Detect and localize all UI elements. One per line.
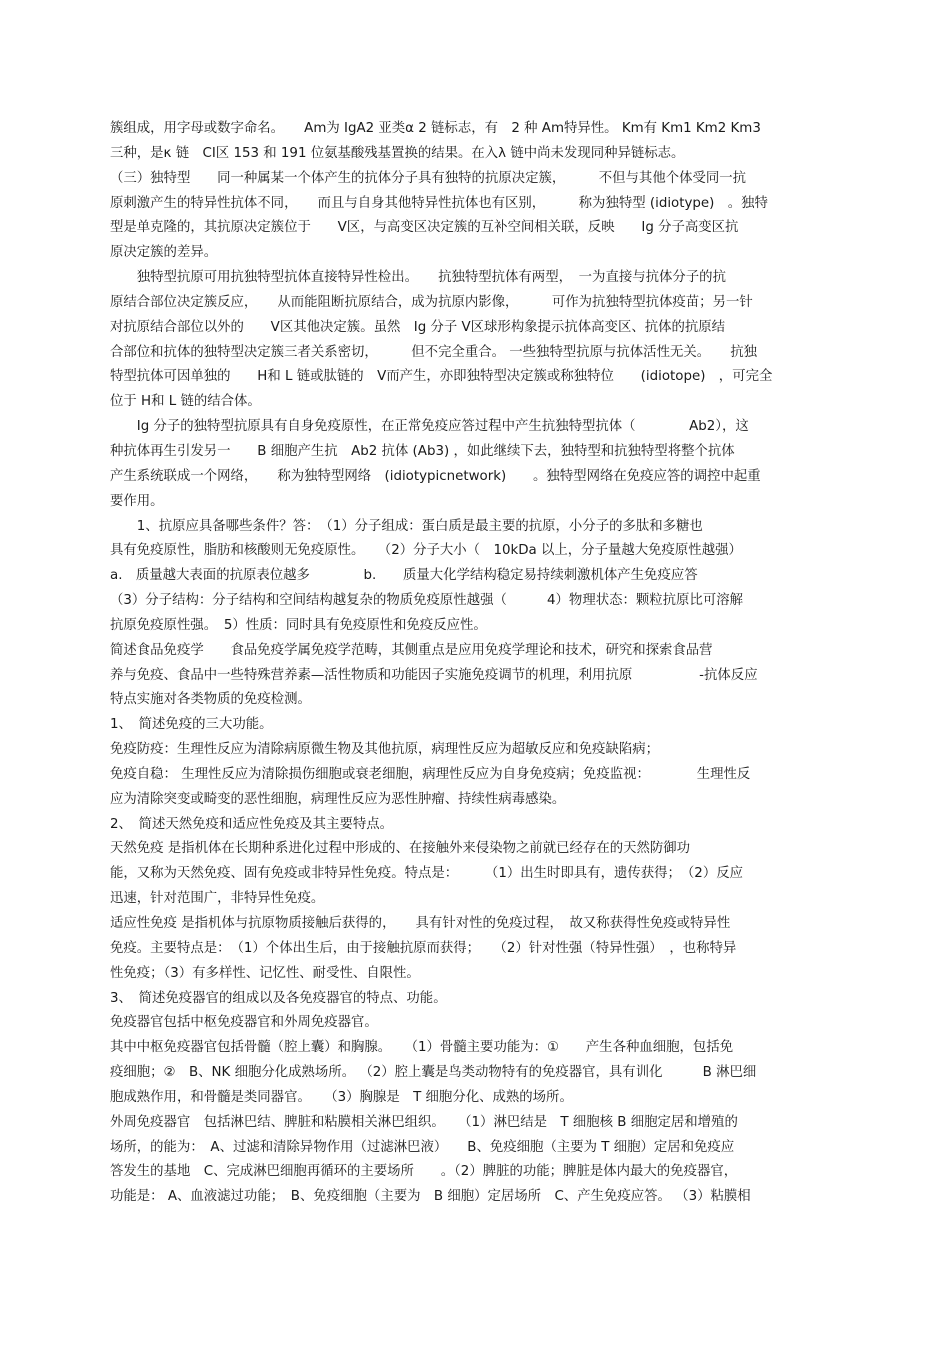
text-line: 应为清除突变或畸变的恶性细胞，病理性反应为恶性肿瘤、持续性病毒感染。 <box>110 791 566 807</box>
text-line: a. 质量越大表面的抗原表位越多 b. 质量大化学结构稳定易持续刺激机体产生免疫应答 <box>110 568 698 584</box>
text-line: 天然免疫 是指机体在长期种系进化过程中形成的、在接触外来侵染物之前就已经存在的天然防御功 <box>110 841 691 857</box>
text-line: 特点实施对各类物质的免疫检测。 <box>110 692 311 708</box>
text-line: 种抗体再生引发另一 B 细胞产生抗 Ab2 抗体 (Ab3) ，如此继续下去，独特型和抗独特型将整个抗体 <box>110 443 735 459</box>
text-line: 疫细胞；② B、NK 细胞分化成熟场所。 （2）腔上囊是鸟类动物特有的免疫器官，具有训化 B 淋巴细 <box>110 1065 757 1081</box>
text-line: 独特型抗原可用抗独特型抗体直接特异性检出。 抗独特型抗体有两型， 一为直接与抗体分子的抗 <box>110 270 726 286</box>
text-line: 1、 简述免疫的三大功能。 <box>110 717 273 733</box>
text-line: 迅速，针对范围广，非特异性免疫。 <box>110 891 325 907</box>
text-line: 产生系统联成一个网络， 称为独特型网络 (idiotypicnetwork) 。独特型网络在免疫应答的调控中起重 <box>110 468 761 484</box>
text-line: 三种，是κ 链 CΙ区 153 和 191 位氨基酸残基置换的结果。在入λ 链中尚未发现同种异链标志。 <box>110 145 685 161</box>
text-line: 答发生的基地 C、完成淋巴细胞再循环的主要场所 。（2）脾脏的功能；脾脏是体内最大的免疫器官， <box>110 1164 738 1180</box>
text-line: 合部位和抗体的独特型决定簇三者关系密切， 但不完全重合。 一些独特型抗原与抗体活性无关。 抗独 <box>110 344 757 360</box>
text-line: （三）独特型 同一种属某一个体产生的抗体分子具有独特的抗原决定簇， 不但与其他个体受同一抗 <box>110 170 747 186</box>
text-line: 位于 H和 L 链的结合体。 <box>110 394 261 410</box>
text-line: 功能是： A、血液滤过功能； B、免疫细胞（主要为 B 细胞）定居场所 C、产生免疫应答。 （3）粘膜相 <box>110 1189 751 1205</box>
document-body <box>110 117 845 1210</box>
text-line: （3）分子结构：分子结构和空间结构越复杂的物质免疫原性越强（ 4）物理状态：颗粒抗原比可溶解 <box>110 593 744 609</box>
text-line: 1、抗原应具备哪些条件？答： （1）分子组成：蛋白质是最主要的抗原，小分子的多肽和多糖也 <box>110 518 703 534</box>
text-line: 原结合部位决定簇反应， 从而能阻断抗原结合，成为抗原内影像， 可作为抗独特型抗体疫苗；另一针 <box>110 294 753 310</box>
text-line: 适应性免疫 是指机体与抗原物质接触后获得的， 具有针对性的免疫过程， 故又称获得性免疫或特异性 <box>110 916 731 931</box>
text-line: 抗原免疫原性强。 5）性质：同时具有免疫原性和免疫反应性。 <box>110 617 487 633</box>
text-line: 免疫。主要特点是： （1）个体出生后，由于接触抗原而获得； （2）针对性强（特异性强） ，也称特异 <box>110 940 737 956</box>
text-line: 场所，的能为： A、过滤和清除异物作用（过滤淋巴液） B、免疫细胞（主要为 T 细胞）定居和免疫应 <box>110 1139 735 1155</box>
text-line: 养与免疫、食品中一些特殊营养素—活性物质和功能因子实施免疫调节的机理，利用抗原 -抗体反应 <box>110 667 758 683</box>
text-line: 对抗原结合部位以外的 V区其他决定簇。虽然 Ig 分子 V区球形构象提示抗体高变区、抗体的抗原结 <box>110 319 726 335</box>
text-line: 3、 简述免疫器官的组成以及各免疫器官的特点、功能。 <box>110 990 447 1006</box>
text-line: 胞成熟作用，和骨髓是类同器官。 （3）胸腺是 T 细胞分化、成熟的场所。 <box>110 1089 573 1105</box>
text-line: 原刺激产生的特异性抗体不同， 而且与自身其他特异性抗体也有区别， 称为独特型 (idiotype) 。独特 <box>110 195 768 211</box>
text-line: Ig 分子的独特型抗原具有自身免疫原性，在正常免疫应答过程中产生抗独特型抗体（ Ab2），这 <box>110 419 749 435</box>
text-line: 其中中枢免疫器官包括骨髓（腔上囊）和胸腺。 （1）骨髓主要功能为：① 产生各种血细胞，包括免 <box>110 1040 734 1056</box>
text-line: 具有免疫原性，脂肪和核酸则无免疫原性。 （2）分子大小（ 10kDa 以上，分子量越大免疫原性越强） <box>110 543 742 559</box>
text-line: 免疫自稳： 生理性反应为清除损伤细胞或衰老细胞，病理性反应为自身免疫病；免疫监视： 生理性反 <box>110 766 751 782</box>
text-line: 原决定簇的差异。 <box>110 245 218 261</box>
text-line: 簇组成，用字母或数字命名。 Am为 IgA2 亚类α 2 链标志，有 2 种 Am特异性。 Km有 Km1 Km2 Km3 <box>110 121 761 136</box>
text-line: 免疫器官包括中枢免疫器官和外周免疫器官。 <box>110 1015 378 1031</box>
text-line: 性免疫；（3）有多样性、记忆性、耐受性、自限性。 <box>110 965 420 981</box>
text-line: 能，又称为天然免疫、固有免疫或非特异性免疫。特点是： （1）出生时即具有，遗传获得； （2）反应 <box>110 866 743 882</box>
text-line: 型是单克隆的，其抗原决定簇位于 V区，与高变区决定簇的互补空间相关联，反映 Ig 分子高变区抗 <box>110 220 739 236</box>
text-line: 要作用。 <box>110 493 164 509</box>
text-line: 外周免疫器官 包括淋巴结、脾脏和粘膜相关淋巴组织。 （1）淋巴结是 T 细胞核 B 细胞定居和增殖的 <box>110 1114 738 1130</box>
text-line: 特型抗体可因单独的 H和 L 链或肽链的 V而产生，亦即独特型决定簇或称独特位 (idiotope) ，可完全 <box>110 369 773 385</box>
text-line: 2、 简述天然免疫和适应性免疫及其主要特点。 <box>110 816 394 832</box>
text-line: 免疫防疫：生理性反应为清除病原微生物及其他抗原，病理性反应为超敏反应和免疫缺陷病； <box>110 742 660 758</box>
text-line: 简述食品免疫学 食品免疫学属免疫学范畴，其侧重点是应用免疫学理论和技术，研究和探索食品营 <box>110 642 713 658</box>
